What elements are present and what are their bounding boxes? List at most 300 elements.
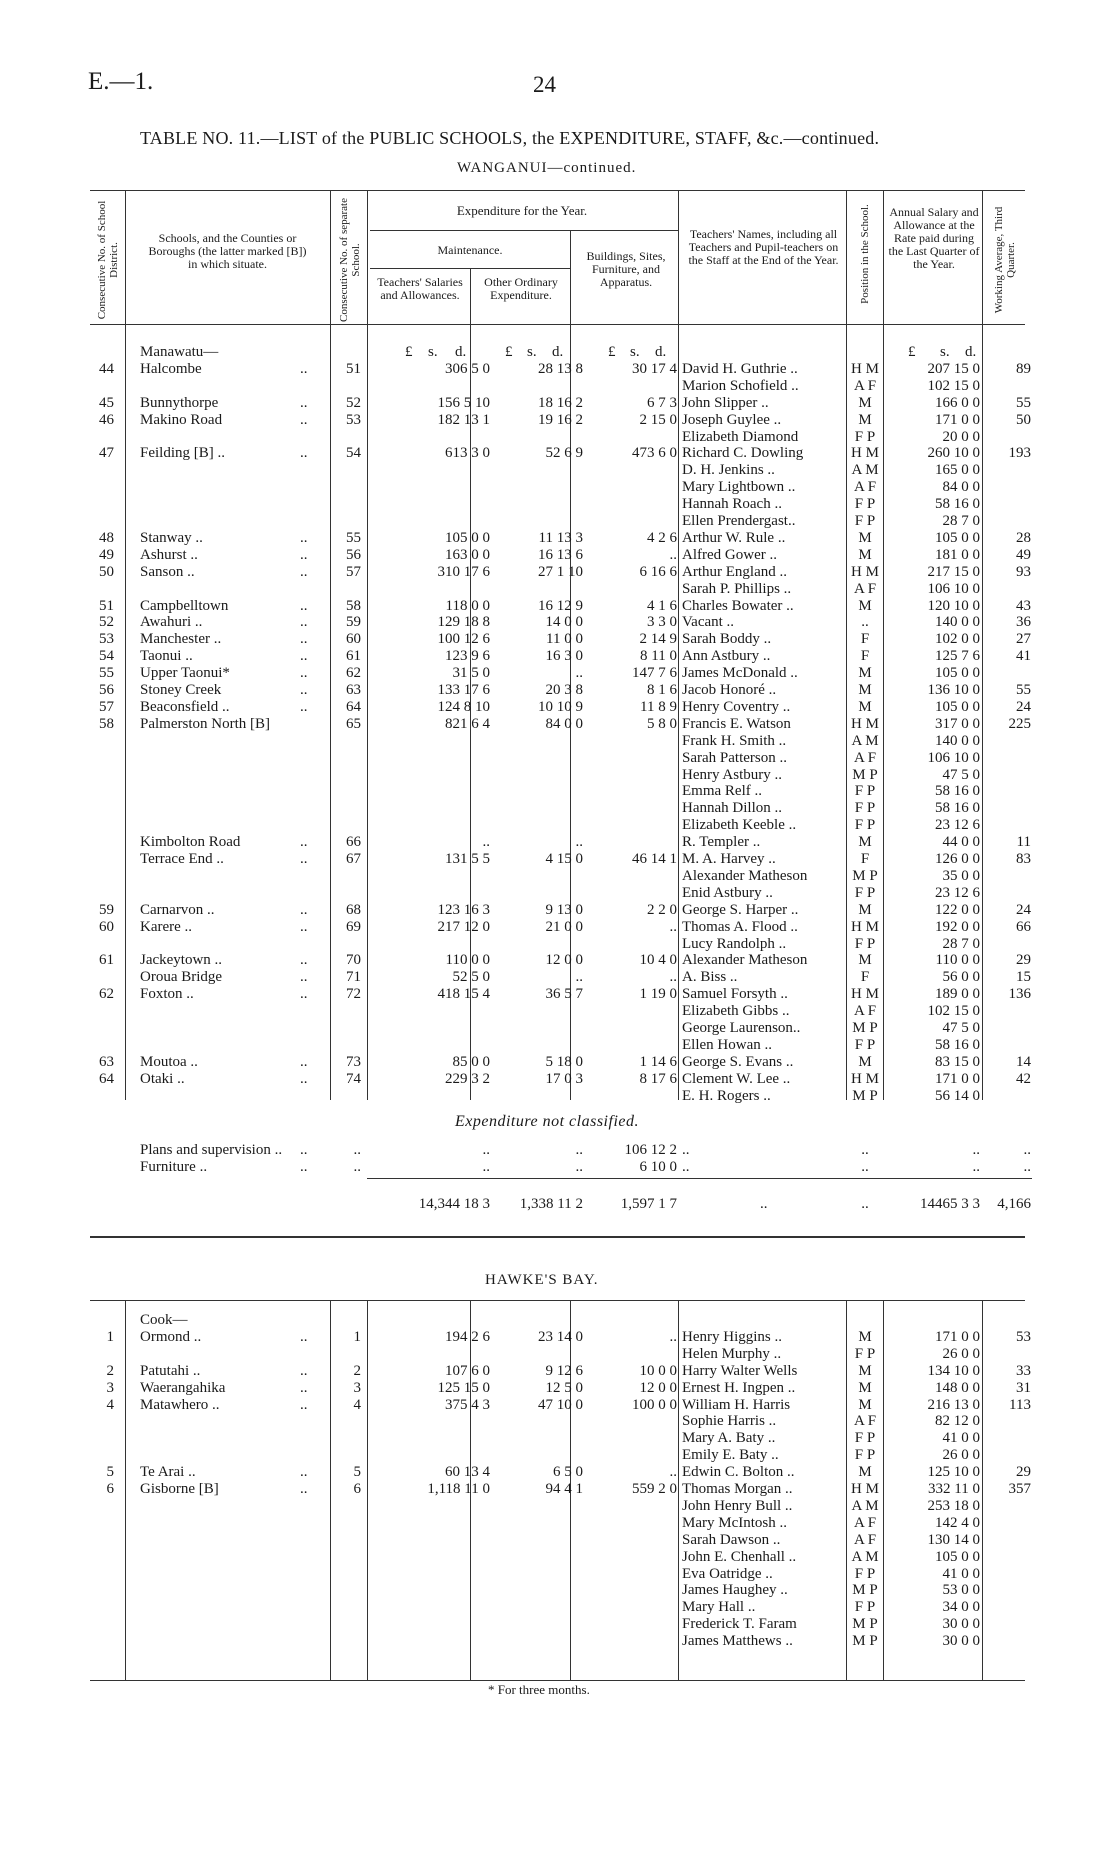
teacher-position: A F bbox=[853, 1531, 877, 1548]
teacher-salaries: 105 0 0 bbox=[445, 529, 490, 546]
leader-dots: .. bbox=[300, 1070, 308, 1087]
annual-salary: 216 13 0 bbox=[927, 1396, 980, 1413]
annual-salary: 83 15 0 bbox=[935, 1053, 980, 1070]
teacher-position: M P bbox=[852, 766, 878, 783]
consec-school-no: .. bbox=[353, 1159, 361, 1175]
table-row bbox=[0, 733, 1114, 750]
teacher-name: George Laurenson.. bbox=[682, 1020, 801, 1036]
hdr-teachers-names: Teachers' Names, including all Teachers and Pupil-teachers on the Staff at the End of the Year. bbox=[688, 227, 839, 267]
teacher-salaries: 129 18 8 bbox=[437, 614, 490, 631]
hdr-schools: Schools, and the Counties or Boroughs (the latter marked [B]) in which situate. bbox=[148, 231, 307, 271]
annual-salary: 28 7 0 bbox=[942, 935, 980, 952]
buildings-expenditure: 6 10 0 bbox=[639, 1159, 677, 1175]
consec-district-no: 1 bbox=[106, 1328, 114, 1345]
annual-salary: 84 0 0 bbox=[942, 479, 980, 496]
leader-dots: .. bbox=[300, 1396, 308, 1413]
school-name: Sanson .. bbox=[140, 563, 195, 580]
other-expenditure: 17 0 3 bbox=[545, 1070, 583, 1087]
teacher-name: Vacant .. bbox=[682, 614, 735, 631]
table-row bbox=[0, 614, 1114, 631]
table-row bbox=[0, 1430, 1114, 1447]
working-average: 53 bbox=[1016, 1328, 1031, 1345]
teacher-name: M. A. Harvey .. bbox=[682, 851, 776, 867]
teacher-position: A F bbox=[853, 479, 877, 496]
table-row bbox=[0, 969, 1114, 986]
teacher-position: A M bbox=[851, 1548, 879, 1565]
school-name: Ashurst .. bbox=[140, 546, 198, 563]
table-row bbox=[0, 1329, 1114, 1346]
other-expenditure: 16 3 0 bbox=[545, 648, 583, 665]
teacher-name: Clement W. Lee .. bbox=[682, 1070, 791, 1087]
consec-school-no: 65 bbox=[346, 715, 361, 732]
other-expenditure: 9 13 0 bbox=[545, 901, 583, 918]
table-row bbox=[0, 767, 1114, 784]
teacher-position: A F bbox=[853, 377, 877, 394]
consec-district-no: 46 bbox=[99, 411, 114, 428]
annual-salary: 105 0 0 bbox=[935, 698, 980, 715]
table-row bbox=[0, 1532, 1114, 1549]
teacher-position: A F bbox=[853, 580, 877, 597]
table-row bbox=[0, 1003, 1114, 1020]
teacher-position: H M bbox=[851, 563, 879, 580]
teacher-salaries: .. bbox=[482, 834, 490, 851]
table-row bbox=[0, 885, 1114, 902]
table-row bbox=[0, 1397, 1114, 1414]
annual-salary: .. bbox=[972, 1159, 980, 1175]
consec-district-no: 44 bbox=[99, 360, 114, 377]
consec-district-no: 5 bbox=[106, 1464, 114, 1481]
teacher-position: F P bbox=[854, 817, 876, 834]
section-title-hawkes-bay: HAWKE'S BAY. bbox=[485, 1272, 599, 1288]
leader-dots: .. bbox=[300, 952, 308, 969]
hdr-consec-school: Consecutive No. of separate School. bbox=[338, 198, 362, 323]
page-id: E.—1. bbox=[88, 68, 154, 95]
hdr-position: Position in the School. bbox=[859, 204, 871, 304]
teacher-name: Henry Astbury .. bbox=[682, 766, 782, 783]
school-name: Palmerston North [B] bbox=[140, 715, 270, 732]
teacher-position: M P bbox=[852, 1616, 878, 1633]
teacher-name: Frank H. Smith .. bbox=[682, 732, 787, 749]
leader-dots: .. bbox=[300, 546, 308, 563]
annual-salary: 56 14 0 bbox=[935, 1087, 980, 1104]
table-row bbox=[0, 1071, 1114, 1088]
total-other-exp: 1,338 11 2 bbox=[519, 1196, 583, 1212]
teacher-salaries: 229 3 2 bbox=[445, 1070, 490, 1087]
annual-salary: 130 14 0 bbox=[927, 1531, 980, 1548]
totals-row bbox=[0, 1196, 1114, 1213]
annual-salary: 332 11 0 bbox=[928, 1481, 980, 1497]
teacher-name: John Henry Bull .. bbox=[682, 1497, 793, 1514]
teacher-name: Helen Murphy .. bbox=[682, 1345, 782, 1362]
working-average: 28 bbox=[1016, 529, 1031, 546]
table-row bbox=[0, 1346, 1114, 1363]
teacher-name: Edwin C. Bolton .. bbox=[682, 1464, 795, 1481]
hdr-working-avg: Working Average, Third Quarter. bbox=[993, 206, 1017, 314]
consec-district-no: 6 bbox=[106, 1481, 114, 1497]
annual-salary: 125 7 6 bbox=[935, 648, 980, 665]
page-number: 24 bbox=[533, 72, 556, 97]
teacher-position: F P bbox=[854, 783, 876, 800]
buildings-expenditure: 30 17 4 bbox=[632, 360, 677, 377]
teacher-name: Eva Oatridge .. bbox=[682, 1565, 773, 1582]
leader-dots: .. bbox=[300, 969, 308, 986]
total-salary: 14465 3 3 bbox=[920, 1196, 980, 1212]
table-row bbox=[0, 1159, 1114, 1176]
annual-salary: 28 7 0 bbox=[942, 513, 980, 529]
consec-school-no: 68 bbox=[346, 901, 361, 918]
table-row bbox=[0, 564, 1114, 581]
teacher-position: M bbox=[858, 1379, 872, 1396]
teacher-salaries: 418 15 4 bbox=[437, 986, 490, 1003]
working-average: 36 bbox=[1016, 614, 1031, 631]
teacher-name: .. bbox=[682, 1142, 690, 1158]
leader-dots: .. bbox=[300, 1142, 308, 1158]
other-expenditure: 16 13 6 bbox=[538, 546, 583, 563]
working-average: 50 bbox=[1016, 411, 1031, 428]
working-average: 113 bbox=[1009, 1396, 1031, 1413]
consec-district-no: 51 bbox=[99, 597, 114, 614]
teacher-position: M bbox=[858, 1464, 872, 1481]
table-title: TABLE NO. 11.—LIST of the PUBLIC SCHOOLS, the EXPENDITURE, STAFF, &c.—continued. bbox=[140, 128, 880, 148]
teacher-name: Charles Bowater .. bbox=[682, 597, 794, 614]
table-row bbox=[0, 1312, 1114, 1329]
table-row bbox=[0, 581, 1114, 598]
annual-salary: 171 0 0 bbox=[935, 1328, 980, 1345]
other-expenditure: 52 6 9 bbox=[545, 445, 583, 462]
expenditure-rule bbox=[370, 230, 678, 231]
buildings-expenditure: .. bbox=[669, 918, 677, 935]
teacher-name: Mary McIntosh .. bbox=[682, 1514, 787, 1531]
teacher-name: Alfred Gower .. bbox=[682, 546, 777, 563]
table-row bbox=[0, 783, 1114, 800]
consec-school-no: 55 bbox=[346, 529, 361, 546]
teacher-name: Ann Astbury .. bbox=[682, 648, 771, 665]
consec-school-no: 60 bbox=[346, 631, 361, 648]
school-name: Feilding [B] .. bbox=[140, 445, 225, 462]
other-expenditure: 94 4 1 bbox=[545, 1481, 583, 1497]
consec-school-no: 6 bbox=[353, 1481, 361, 1497]
annual-salary: 106 10 0 bbox=[927, 749, 980, 766]
table-row bbox=[0, 547, 1114, 564]
teacher-position: A F bbox=[853, 1514, 877, 1531]
annual-salary: 142 4 0 bbox=[935, 1514, 980, 1531]
table-row bbox=[0, 1142, 1114, 1159]
school-name: Halcombe bbox=[140, 360, 202, 377]
hdr-teachers-salaries: Teachers' Salaries and Allowances. bbox=[377, 275, 463, 302]
other-expenditure: 28 13 8 bbox=[538, 360, 583, 377]
table-row bbox=[0, 817, 1114, 834]
buildings-expenditure: 8 17 6 bbox=[639, 1070, 677, 1087]
teacher-position: .. bbox=[861, 1159, 869, 1175]
table-row bbox=[0, 496, 1114, 513]
teacher-name: Sarah Dawson .. bbox=[682, 1531, 781, 1548]
table-row bbox=[0, 682, 1114, 699]
consec-district-no: 54 bbox=[99, 648, 114, 665]
other-expenditure: .. bbox=[575, 665, 583, 682]
table-row bbox=[0, 800, 1114, 817]
annual-salary: 140 0 0 bbox=[935, 614, 980, 631]
leader-dots: .. bbox=[300, 986, 308, 1003]
table-row bbox=[0, 445, 1114, 462]
leader-dots: .. bbox=[300, 901, 308, 918]
other-expenditure: .. bbox=[575, 834, 583, 851]
leader-dots: .. bbox=[300, 834, 308, 851]
teacher-name: Ernest H. Ingpen .. bbox=[682, 1379, 796, 1396]
teacher-salaries: 123 9 6 bbox=[445, 648, 490, 665]
teacher-position: F P bbox=[854, 1036, 876, 1053]
teacher-position: A F bbox=[853, 1003, 877, 1020]
consec-district-no: 52 bbox=[99, 614, 114, 631]
teacher-position: .. bbox=[861, 1142, 869, 1158]
teacher-name: Hannah Roach .. bbox=[682, 496, 782, 513]
leader-dots: .. bbox=[300, 918, 308, 935]
teacher-position: A M bbox=[851, 732, 879, 749]
teacher-position: M P bbox=[852, 867, 878, 884]
working-average: 136 bbox=[1008, 986, 1031, 1003]
teacher-name: Sarah Patterson .. bbox=[682, 749, 787, 766]
other-expenditure: 47 10 0 bbox=[538, 1396, 583, 1413]
teacher-name: Marion Schofield .. bbox=[682, 377, 799, 394]
table-row bbox=[0, 598, 1114, 615]
buildings-expenditure: 5 8 0 bbox=[647, 715, 677, 732]
consec-district-no: 63 bbox=[99, 1053, 114, 1070]
teacher-name: John Slipper .. bbox=[682, 394, 769, 411]
consec-district-no: 47 bbox=[99, 445, 114, 462]
teacher-name: Elizabeth Keeble .. bbox=[682, 817, 797, 834]
teacher-salaries: 1,118 11 0 bbox=[427, 1481, 490, 1497]
teacher-name: Thomas Morgan .. bbox=[682, 1481, 793, 1497]
teacher-position: M bbox=[858, 682, 872, 698]
annual-salary: 56 0 0 bbox=[942, 969, 980, 986]
teacher-position: F bbox=[860, 851, 870, 867]
teacher-position: M bbox=[858, 597, 872, 614]
table-row bbox=[0, 952, 1114, 969]
consec-district-no: 60 bbox=[99, 918, 114, 935]
other-expenditure: 12 0 0 bbox=[545, 952, 583, 969]
annual-salary: 217 15 0 bbox=[927, 563, 980, 580]
other-expenditure: 9 12 6 bbox=[545, 1362, 583, 1379]
not-classified-title: Expenditure not classified. bbox=[455, 1113, 639, 1130]
annual-salary: 34 0 0 bbox=[942, 1599, 980, 1616]
total-buildings: 1,597 1 7 bbox=[620, 1196, 677, 1212]
school-name: Taonui .. bbox=[140, 648, 193, 665]
table-row bbox=[0, 530, 1114, 547]
buildings-expenditure: .. bbox=[669, 1464, 677, 1481]
hdr-maintenance: Maintenance. bbox=[437, 243, 503, 257]
teacher-position: H M bbox=[851, 445, 879, 462]
teacher-name: Emma Relf .. bbox=[682, 783, 762, 800]
teacher-salaries: 306 5 0 bbox=[445, 360, 490, 377]
working-average: 27 bbox=[1016, 631, 1031, 648]
table-row bbox=[0, 513, 1114, 530]
teacher-salaries: 131 5 5 bbox=[445, 851, 490, 867]
annual-salary: 23 12 6 bbox=[935, 884, 980, 901]
teacher-salaries: 310 17 6 bbox=[437, 563, 490, 580]
table-row bbox=[0, 648, 1114, 665]
hawkes-bottom-rule bbox=[90, 1680, 1025, 1681]
section-end-rule bbox=[90, 1236, 1025, 1238]
hdr-expenditure: Expenditure for the Year. bbox=[456, 203, 588, 218]
teacher-position: M bbox=[858, 952, 872, 969]
teacher-name: D. H. Jenkins .. bbox=[682, 462, 775, 479]
hdr-annual-salary: Annual Salary and Allowance at the Rate paid during the Last Quarter of the Year. bbox=[888, 205, 980, 271]
other-expenditure: 16 12 9 bbox=[538, 597, 583, 614]
buildings-expenditure: 147 7 6 bbox=[632, 665, 677, 682]
other-expenditure: 11 13 3 bbox=[538, 529, 583, 546]
teacher-name: Henry Higgins .. bbox=[682, 1328, 782, 1345]
table-row bbox=[0, 868, 1114, 885]
cur-penny: d. bbox=[655, 344, 667, 360]
teacher-salaries: 182 13 1 bbox=[437, 411, 490, 428]
annual-salary: 317 0 0 bbox=[935, 715, 980, 732]
school-name: Otaki .. bbox=[140, 1070, 185, 1087]
teacher-name: Mary Lightbown .. bbox=[682, 479, 796, 496]
teacher-name: Elizabeth Diamond bbox=[682, 428, 799, 445]
annual-salary: 148 0 0 bbox=[935, 1379, 980, 1396]
table-row bbox=[0, 1616, 1114, 1633]
buildings-expenditure: 2 2 0 bbox=[647, 901, 677, 918]
teacher-name: Ellen Prendergast.. bbox=[682, 513, 796, 529]
teacher-position: F P bbox=[854, 428, 876, 445]
table-row bbox=[0, 716, 1114, 733]
annual-salary: 102 0 0 bbox=[935, 631, 980, 648]
consec-school-no: 56 bbox=[346, 546, 361, 563]
annual-salary: 35 0 0 bbox=[942, 867, 980, 884]
working-average: 225 bbox=[1008, 715, 1031, 732]
teacher-position: M bbox=[858, 1396, 872, 1413]
header-top-rule bbox=[90, 190, 1025, 191]
teacher-position: M bbox=[858, 1328, 872, 1345]
other-expenditure: 21 0 0 bbox=[545, 918, 583, 935]
other-expenditure: 23 14 0 bbox=[538, 1328, 583, 1345]
teacher-position: F P bbox=[854, 1430, 876, 1447]
teacher-position: H M bbox=[851, 1070, 879, 1087]
school-name: Gisborne [B] bbox=[140, 1481, 219, 1497]
school-name: Furniture .. bbox=[140, 1159, 208, 1175]
consec-district-no: 57 bbox=[99, 698, 114, 715]
annual-salary: 171 0 0 bbox=[935, 1070, 980, 1087]
total-position: .. bbox=[861, 1196, 869, 1212]
school-name: Makino Road bbox=[140, 411, 223, 428]
other-expenditure: 10 10 9 bbox=[538, 698, 583, 715]
working-average: 55 bbox=[1016, 394, 1031, 411]
consec-district-no: 45 bbox=[99, 394, 114, 411]
working-average: 11 bbox=[1016, 834, 1031, 851]
consec-district-no: 55 bbox=[99, 665, 114, 682]
teacher-name: James Haughey .. bbox=[682, 1582, 788, 1599]
other-expenditure: 5 18 0 bbox=[545, 1053, 583, 1070]
teacher-name: David H. Guthrie .. bbox=[682, 360, 798, 377]
teacher-name: George S. Harper .. bbox=[682, 901, 799, 918]
working-average: 193 bbox=[1008, 445, 1031, 462]
cur-shilling: s. bbox=[527, 344, 537, 360]
consec-district-no: 2 bbox=[106, 1362, 114, 1379]
teacher-name: Mary A. Baty .. bbox=[682, 1430, 776, 1447]
annual-salary: 134 10 0 bbox=[927, 1362, 980, 1379]
consec-school-no: 57 bbox=[346, 563, 361, 580]
consec-school-no: .. bbox=[353, 1142, 361, 1158]
teacher-position: F P bbox=[854, 935, 876, 952]
leader-dots: .. bbox=[300, 1362, 308, 1379]
consec-school-no: 69 bbox=[346, 918, 361, 935]
school-name: Kimbolton Road bbox=[140, 834, 241, 851]
hdr-other-exp: Other Ordinary Expenditure. bbox=[484, 275, 558, 302]
school-name: Foxton .. bbox=[140, 986, 194, 1003]
consec-school-no: 53 bbox=[346, 411, 361, 428]
school-name: Te Arai .. bbox=[140, 1464, 196, 1481]
table-row bbox=[0, 1464, 1114, 1481]
cur-penny: d. bbox=[965, 344, 977, 360]
school-name: Cook— bbox=[140, 1312, 188, 1328]
table-row bbox=[0, 429, 1114, 446]
other-expenditure: 36 5 7 bbox=[545, 986, 583, 1003]
other-expenditure: 20 3 8 bbox=[545, 682, 583, 698]
cur-penny: d. bbox=[552, 344, 564, 360]
leader-dots: .. bbox=[300, 682, 308, 698]
table-row bbox=[0, 395, 1114, 412]
consec-district-no: 53 bbox=[99, 631, 114, 648]
annual-salary: 53 0 0 bbox=[942, 1582, 980, 1599]
leader-dots: .. bbox=[300, 563, 308, 580]
buildings-expenditure: 10 0 0 bbox=[639, 1362, 677, 1379]
teacher-salaries: 821 6 4 bbox=[445, 715, 490, 732]
consec-district-no: 58 bbox=[99, 715, 114, 732]
table-row bbox=[0, 750, 1114, 767]
buildings-expenditure: 6 7 3 bbox=[647, 394, 677, 411]
working-average: 15 bbox=[1016, 969, 1031, 986]
working-average: 33 bbox=[1016, 1362, 1031, 1379]
other-expenditure: 12 5 0 bbox=[545, 1379, 583, 1396]
school-name: Patutahi .. bbox=[140, 1362, 201, 1379]
buildings-expenditure: 2 15 0 bbox=[639, 411, 677, 428]
consec-school-no: 4 bbox=[353, 1396, 361, 1413]
school-name: Jackeytown .. bbox=[140, 952, 223, 969]
working-average: 42 bbox=[1016, 1070, 1031, 1087]
consec-school-no: 67 bbox=[346, 851, 361, 867]
teacher-position: M bbox=[858, 546, 872, 563]
other-expenditure: 14 0 0 bbox=[545, 614, 583, 631]
teacher-position: M bbox=[858, 834, 872, 851]
leader-dots: .. bbox=[300, 698, 308, 715]
teacher-position: H M bbox=[851, 715, 879, 732]
teacher-name: Jacob Honoré .. bbox=[682, 682, 777, 698]
consec-school-no: 54 bbox=[346, 445, 361, 462]
teacher-name: Enid Astbury .. bbox=[682, 884, 773, 901]
school-name: Upper Taonui* bbox=[140, 665, 230, 682]
annual-salary: 26 0 0 bbox=[942, 1345, 980, 1362]
consec-school-no: 2 bbox=[353, 1362, 361, 1379]
annual-salary: 44 0 0 bbox=[942, 834, 980, 851]
teacher-salaries: 110 0 0 bbox=[445, 952, 490, 969]
school-name: Plans and supervision .. bbox=[140, 1142, 283, 1158]
consec-school-no: 74 bbox=[346, 1070, 361, 1087]
consec-district-no: 59 bbox=[99, 901, 114, 918]
teacher-salaries: 125 15 0 bbox=[437, 1379, 490, 1396]
annual-salary: 30 0 0 bbox=[942, 1616, 980, 1633]
teacher-salaries: 60 13 4 bbox=[445, 1464, 490, 1481]
teacher-salaries: 123 16 3 bbox=[437, 901, 490, 918]
teacher-position: F P bbox=[854, 496, 876, 513]
consec-school-no: 72 bbox=[346, 986, 361, 1003]
consec-school-no: 70 bbox=[346, 952, 361, 969]
total-working-avg: 4,166 bbox=[997, 1196, 1031, 1212]
teacher-salaries: .. bbox=[482, 1142, 490, 1158]
consec-school-no: 5 bbox=[353, 1464, 361, 1481]
teacher-position: M P bbox=[852, 1633, 878, 1650]
teacher-salaries: 133 17 6 bbox=[437, 682, 490, 698]
buildings-expenditure: 6 16 6 bbox=[639, 563, 677, 580]
leader-dots: .. bbox=[300, 614, 308, 631]
